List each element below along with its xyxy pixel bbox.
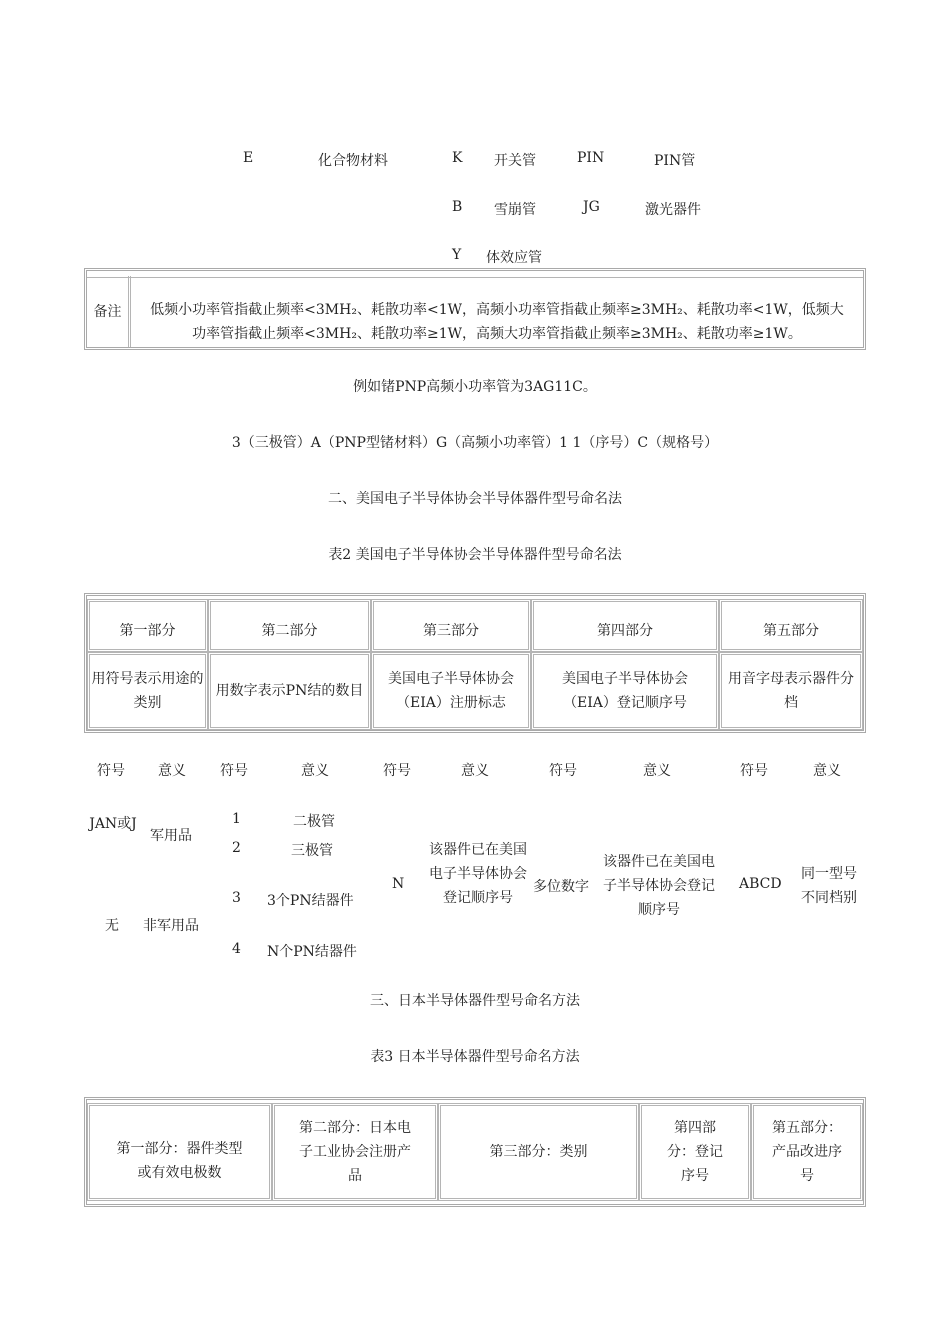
p2-symbol-4: 4: [232, 941, 241, 957]
sub-header: 符号: [220, 763, 248, 779]
part-4-desc: 美国电子半导体协会（EIA）登记顺序号: [531, 652, 719, 730]
meaning-cell: 雪崩管: [494, 202, 536, 218]
part-1-header: 第一部分: [87, 599, 208, 652]
p1-meaning-2: 非军用品: [143, 918, 199, 934]
meaning-cell: 开关管: [494, 153, 536, 169]
p3-symbol: N: [392, 876, 405, 892]
meaning-cell: 体效应管: [486, 250, 542, 266]
code-cell: E: [243, 150, 254, 166]
p2-meaning-3: 3个PN结器件: [267, 893, 354, 909]
part-1-desc: 用符号表示用途的类别: [87, 652, 208, 730]
p2-meaning-2: 三极管: [291, 843, 333, 859]
p2-meaning-4: N个PN结器件: [267, 944, 357, 960]
part-3-header: 第三部分: [371, 599, 531, 652]
part-2-header: 第二部分: [208, 599, 371, 652]
part-4-header: 第四部分: [531, 599, 719, 652]
sub-header: 符号: [97, 763, 125, 779]
p1-meaning-1: 军用品: [150, 828, 192, 844]
p1-symbol-2: 无: [105, 918, 119, 934]
code-cell: K: [452, 150, 463, 166]
table-3: [84, 1097, 866, 1207]
p2-symbol-2: 2: [232, 840, 241, 856]
example-text: 例如锗PNP高频小功率管为3AG11C。: [353, 379, 597, 395]
p5-symbol: ABCD: [739, 876, 782, 892]
t3-part-5: 第五部分：产品改进序号: [751, 1103, 863, 1201]
sub-header: 意义: [158, 763, 186, 779]
sub-header: 意义: [461, 763, 489, 779]
note-table: [84, 268, 866, 350]
section-2-title: 二、美国电子半导体协会半导体器件型号命名法: [328, 491, 622, 507]
meaning-cell: 激光器件: [645, 202, 701, 218]
note-line-1: 低频小功率管指截止频率<3MH₂、耗散功率<1W，高频小功率管指截止频率≥3MH₂、耗散功率<1W，低频大: [150, 302, 844, 318]
t3-part-1: 第一部分：器件类型或有效电极数: [87, 1103, 272, 1201]
p1-symbol-1: JAN或J: [89, 816, 137, 832]
note-label: 备注: [87, 276, 131, 347]
note-text: [133, 298, 861, 346]
part-2-desc: 用数字表示PN结的数目: [208, 652, 371, 730]
example-breakdown: 3（三极管）A（PNP型锗材料）G（高频小功率管）1 1（序号）C（规格号）: [231, 435, 719, 451]
sub-header: 意义: [301, 763, 329, 779]
p2-symbol-1: 1: [232, 811, 241, 827]
p4-meaning: 该器件已在美国电子半导体协会登记顺序号: [603, 854, 715, 918]
table-2-caption: 表2 美国电子半导体协会半导体器件型号命名法: [328, 547, 622, 563]
sub-header: 符号: [549, 763, 577, 779]
code-cell: B: [452, 199, 463, 215]
code-cell: Y: [452, 247, 462, 263]
t3-part-4: 第四部分：登记序号: [639, 1103, 751, 1201]
p3-meaning: 该器件已在美国电子半导体协会登记顺序号: [429, 842, 527, 906]
sub-header: 符号: [383, 763, 411, 779]
table-3-caption: 表3 日本半导体器件型号命名方法: [370, 1049, 580, 1065]
section-3-title: 三、日本半导体器件型号命名方法: [370, 993, 580, 1009]
t3-part-2: 第二部分：日本电子工业协会注册产品: [272, 1103, 438, 1201]
p2-meaning-1: 二极管: [293, 814, 335, 830]
t3-part-3: 第三部分：类别: [438, 1103, 639, 1201]
part-5-header: 第五部分: [719, 599, 863, 652]
part-3-desc: 美国电子半导体协会（EIA）注册标志: [371, 652, 531, 730]
p2-symbol-3: 3: [232, 890, 241, 906]
code-cell: JG: [583, 199, 600, 215]
sub-header: 意义: [813, 763, 841, 779]
note-top-strip: [87, 271, 863, 278]
sub-header: 符号: [740, 763, 768, 779]
sub-header: 意义: [643, 763, 671, 779]
meaning-cell: PIN管: [654, 153, 696, 169]
p4-symbol: 多位数字: [533, 879, 589, 895]
code-cell: PIN: [577, 150, 605, 166]
part-5-desc: 用音字母表示器件分档: [719, 652, 863, 730]
table-2-header: [84, 593, 866, 733]
meaning-cell: 化合物材料: [318, 153, 388, 169]
note-line-2: 功率管指截止频率<3MH₂、耗散功率≥1W，高频大功率管指截止频率≥3MH₂、耗散功率≥1W。: [192, 326, 802, 342]
p5-meaning: 同一型号不同档别: [801, 866, 857, 906]
